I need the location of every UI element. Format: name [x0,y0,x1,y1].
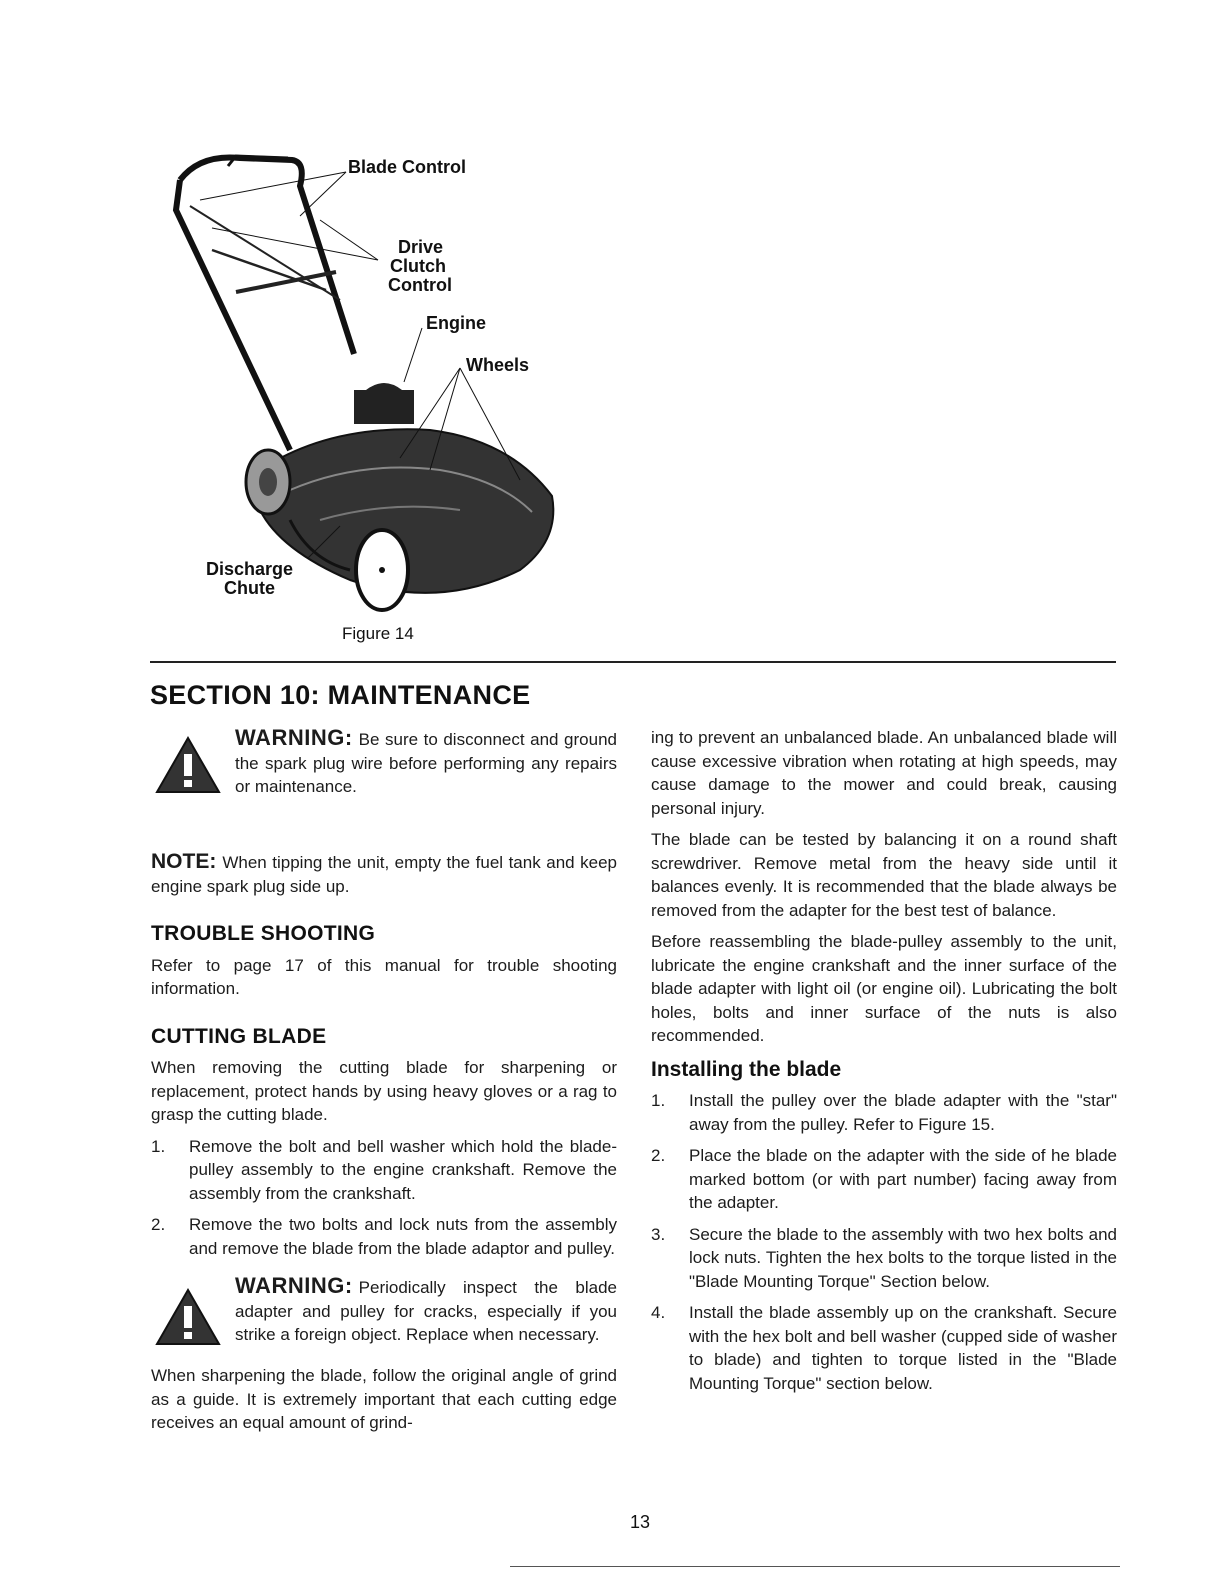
callout-clutch-line: Clutch [390,256,446,276]
heading-cutting-blade: CUTTING BLADE [151,1024,327,1048]
step-text: Secure the blade to the assembly with two hex bolts and lock nuts. Tighten the hex bolts to the torque listed in the "Blade Mounting Torque" Section below. [689,1224,1117,1291]
step-number: 2. [151,1215,166,1234]
note-text: When tipping the unit, empty the fuel tank and keep engine spark plug side up. [151,853,617,896]
right-column [651,726,1117,1395]
callout-wheels: Wheels [466,355,530,375]
sharpening-text: When sharpening the blade, follow the original angle of grind as a guide. It is extremely important that each cutting edge receives an equal amount of grind- [151,1366,617,1432]
figure-14-illustration [140,140,600,660]
left-column [151,726,617,1435]
list-item [651,1301,1117,1395]
step-text: Install the pulley over the blade adapter with the "star" away from the pulley. Refer to Figure 15. [689,1091,1117,1134]
figure-caption: Figure 14 [342,624,414,643]
warning-disconnect-spark-plug [151,726,617,806]
page-number: 13 [630,1512,651,1532]
note-label: NOTE: [151,850,217,873]
callout-chute-line: Chute [224,578,276,598]
cutting-blade-intro: When removing the cutting blade for sharpening or replacement, protect hands by using heavy gloves or a rag to grasp the cutting blade. [151,1058,617,1124]
step-text: Install the blade assembly up on the crankshaft. Secure with the hex bolt and bell washer (cupped side of washer to blade) and tighten to torque listed in the "Blade Mounting Torque" section below. [689,1303,1117,1393]
step-text: Remove the bolt and bell washer which hold the blade-pulley assembly to the engine crankshaft. Remove the assembly from the crankshaft. [189,1136,617,1203]
heading-trouble-shooting: TROUBLE SHOOTING [151,922,376,945]
list-item [151,1135,617,1206]
step-number: 1. [651,1091,666,1110]
callout-drive-line: Drive [398,237,444,257]
list-item [651,1223,1117,1294]
step-number: 2. [651,1146,666,1165]
list-item [151,1213,617,1260]
heading-installing-the-blade: Installing the blade [651,1057,842,1081]
balance-continuation-text: ing to prevent an unbalanced blade. An unbalanced blade will cause excessive vibration when rotating at high speeds, may cause damage to the mower and could break, causing personal injury. [651,728,1117,818]
step-number: 3. [651,1224,666,1244]
warning-triangle-icon [155,736,221,794]
warning-label: WARNING: [235,1273,353,1298]
balance-test-text: The blade can be tested by balancing it on a round shaft screwdriver. Remove metal from the heavy side until it balances evenly. It is recommended that the blade always be removed from the adapter for the best test of balance. [651,830,1117,920]
warning-triangle-icon [155,1288,221,1346]
reassembly-text: Before reassembling the blade-pulley assembly to the unit, lubricate the engine crankshaft and the inner surface of the blade adapter with light oil (or engine oil). Lubricating the bolt holes, bolts and inner surface of the nuts is also recommended. [651,932,1117,1045]
footer-rule [510,1566,1120,1567]
removal-steps-list [151,1135,617,1261]
step-text: Place the blade on the adapter with the side of he blade marked bottom (or with part number) facing away from the adapter. [689,1146,1117,1212]
callout-blade-control: Blade Control [348,157,467,177]
trouble-shooting-text: Refer to page 17 of this manual for trouble shooting information. [151,955,617,998]
callout-discharge-line: Discharge [206,559,294,579]
callout-engine: Engine [426,313,487,333]
step-number: 1. [151,1136,166,1156]
section-title: SECTION 10: MAINTENANCE [150,680,531,710]
list-item [651,1144,1117,1215]
callout-drive-clutch-control [388,237,452,295]
callout-discharge-chute [206,560,293,598]
callout-control-line: Control [388,275,452,295]
step-number: 4. [651,1303,666,1322]
warning-label: WARNING: [235,725,353,750]
list-item [651,1089,1117,1136]
step-text: Remove the two bolts and lock nuts from the assembly and remove the blade from the blade adaptor and pulley. [189,1215,617,1258]
warning-text: Be sure to disconnect and ground the spark plug wire before performing any repairs or maintenance. [235,730,617,796]
section-divider [150,661,1116,663]
warning-text: Periodically inspect the blade adapter and pulley for cracks, especially if you strike a foreign object. Replace when necessary. [235,1278,617,1344]
install-steps-list [651,1089,1117,1395]
warning-inspect-blade-adapter [151,1274,617,1354]
